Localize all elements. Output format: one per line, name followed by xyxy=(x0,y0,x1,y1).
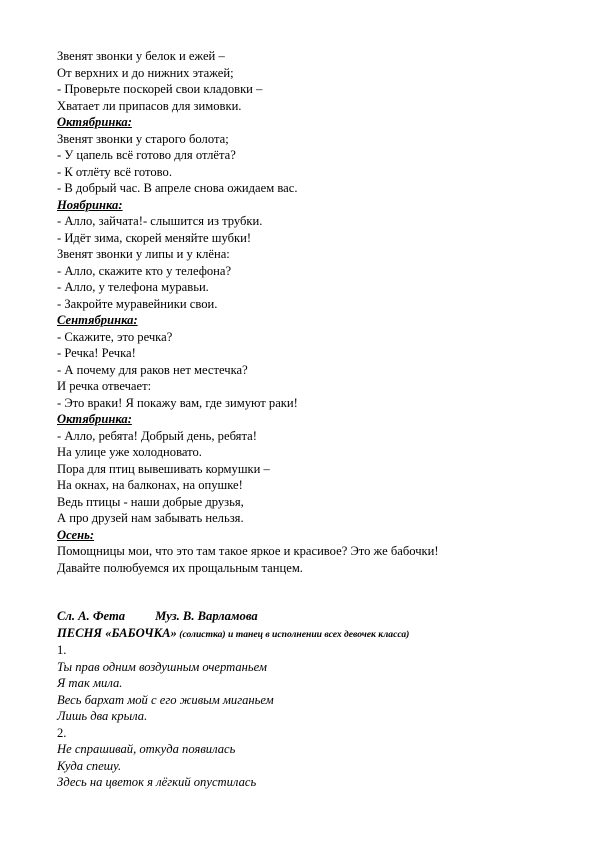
lyric-line: Ты прав одним воздушным очертаньем xyxy=(57,659,267,674)
text-line: Звенят звонки у старого болота; xyxy=(57,131,229,146)
song-title-line xyxy=(57,625,577,642)
lyric-line: Куда спешу. xyxy=(57,758,122,773)
text-line: - Речка! Речка! xyxy=(57,346,136,360)
text-line: - Идёт зима, скорей меняйте шубки! xyxy=(57,230,252,245)
lyric-line: Здесь на цветок я лёгкий опустилась xyxy=(57,775,257,789)
text-line: Хватает ли припасов для зимовки. xyxy=(57,98,242,113)
text-line: - В добрый час. В апреле снова ожидаем вас. xyxy=(57,181,298,195)
song-note: (солистка) и танец в исполнении всех девочек класса) xyxy=(176,629,410,640)
lyrics-block xyxy=(57,642,577,791)
text-line: - Алло, у телефона муравьи. xyxy=(57,280,209,294)
text-line: Помощницы мои, что это там такое яркое и красивое? Это же бабочки! xyxy=(57,544,439,558)
lyric-line: Не спрашивай, откуда появилась xyxy=(57,742,236,756)
text-line: И речка отвечает: xyxy=(57,379,152,393)
speaker-heading: Сентябринка: xyxy=(57,313,138,327)
text-line: На окнах, на балконах, на опушке! xyxy=(57,478,243,492)
speaker-heading: Осень: xyxy=(57,527,95,542)
song-title: ПЕСНЯ «БАБОЧКА» xyxy=(57,626,177,640)
text-line: - Проверьте поскорей свои кладовки – xyxy=(57,82,263,96)
lyric-line: 2. xyxy=(57,725,67,740)
lyric-line: Я так мила. xyxy=(57,676,123,690)
text-line: А про друзей нам забывать нельзя. xyxy=(57,511,244,525)
text-line: Ведь птицы - наши добрые друзья, xyxy=(57,494,244,509)
text-line: - К отлёту всё готово. xyxy=(57,164,172,179)
text-line: Давайте полюбуемся их прощальным танцем. xyxy=(57,560,303,575)
lyric-line: Лишь два крыла. xyxy=(57,709,148,723)
text-line: - А почему для раков нет местечка? xyxy=(57,362,248,377)
speaker-heading: Октябринка: xyxy=(57,412,132,426)
text-line: - Алло, зайчата!- слышится из трубки. xyxy=(57,214,263,228)
text-line: От верхних и до нижних этажей; xyxy=(57,65,234,80)
dialogue-block xyxy=(57,48,577,576)
speaker-heading: Октябринка: xyxy=(57,115,132,129)
song-header xyxy=(57,608,577,642)
music-credit: Муз. В. Варламова xyxy=(155,609,258,623)
text-line: - Алло, скажите кто у телефона? xyxy=(57,263,232,278)
text-line: - Алло, ребята! Добрый день, ребята! xyxy=(57,428,257,443)
text-line: На улице уже холодновато. xyxy=(57,445,202,459)
text-line: - У цапель всё готово для отлёта? xyxy=(57,148,236,162)
lyric-line: 1. xyxy=(57,643,67,657)
lyric-line: Весь бархат мой с его живым миганьем xyxy=(57,692,274,707)
text-line: - Закройте муравейники свои. xyxy=(57,296,218,311)
text-line: Звенят звонки у белок и ежей – xyxy=(57,49,225,63)
speaker-heading: Ноябринка: xyxy=(57,197,123,212)
text-line: - Это враки! Я покажу вам, где зимуют раки! xyxy=(57,395,298,410)
text-line: - Скажите, это речка? xyxy=(57,329,173,344)
text-line: Звенят звонки у липы и у клёна: xyxy=(57,247,230,261)
text-line: Пора для птиц вывешивать кормушки – xyxy=(57,461,270,476)
lyrics-credit: Сл. А. Фета xyxy=(57,609,126,623)
credits-line xyxy=(57,608,577,625)
